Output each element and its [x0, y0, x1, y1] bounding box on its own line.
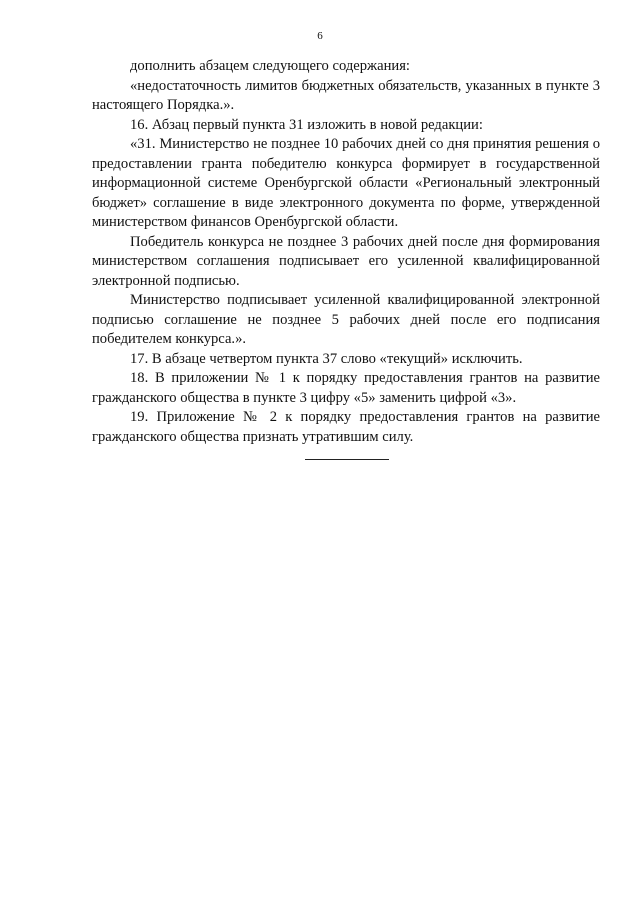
paragraph-item-31-text: «31. Министерство не позднее 10 рабочих дней со дня принятия решения о предоставлении гранта победителю конкурса формирует в государственной информационной системе Оренбургской области «Региональный электронный бюджет» соглашение в виде электронного документа по форме, утвержденной министерством финансов Оренбургской области.	[92, 136, 600, 230]
paragraph-item-19: 19. Приложение № 2 к порядку предоставления грантов на развитие гражданского общества признать утратившим силу.	[92, 409, 600, 445]
document-body	[92, 57, 600, 447]
paragraph-ministry-signs: Министерство подписывает усиленной квалифицированной электронной подписью соглашение не позднее 5 рабочих дней после его подписания победителем конкурса.».	[92, 292, 600, 347]
paragraph-item-17: 17. В абзаце четвертом пункта 37 слово «текущий» исключить.	[130, 350, 523, 367]
paragraph-winner-signs: Победитель конкурса не позднее 3 рабочих дней после дня формирования министерством соглашения подписывает его усиленной квалифицированной электронной подписью.	[92, 233, 600, 289]
paragraph-item-18: 18. В приложении № 1 к порядку предоставления грантов на развитие гражданского общества в пункте 3 цифру «5» заменить цифрой «3».	[92, 370, 600, 406]
paragraph-item-16: 16. Абзац первый пункта 31 изложить в новой редакции:	[130, 116, 483, 133]
page-number: 6	[317, 30, 323, 42]
paragraph-quoted-clause: «недостаточность лимитов бюджетных обязательств, указанных в пункте 3 настоящего Порядка.».	[92, 77, 600, 113]
paragraph-add-clause: дополнить абзацем следующего содержания:	[130, 58, 410, 74]
end-of-document-rule	[305, 459, 389, 460]
